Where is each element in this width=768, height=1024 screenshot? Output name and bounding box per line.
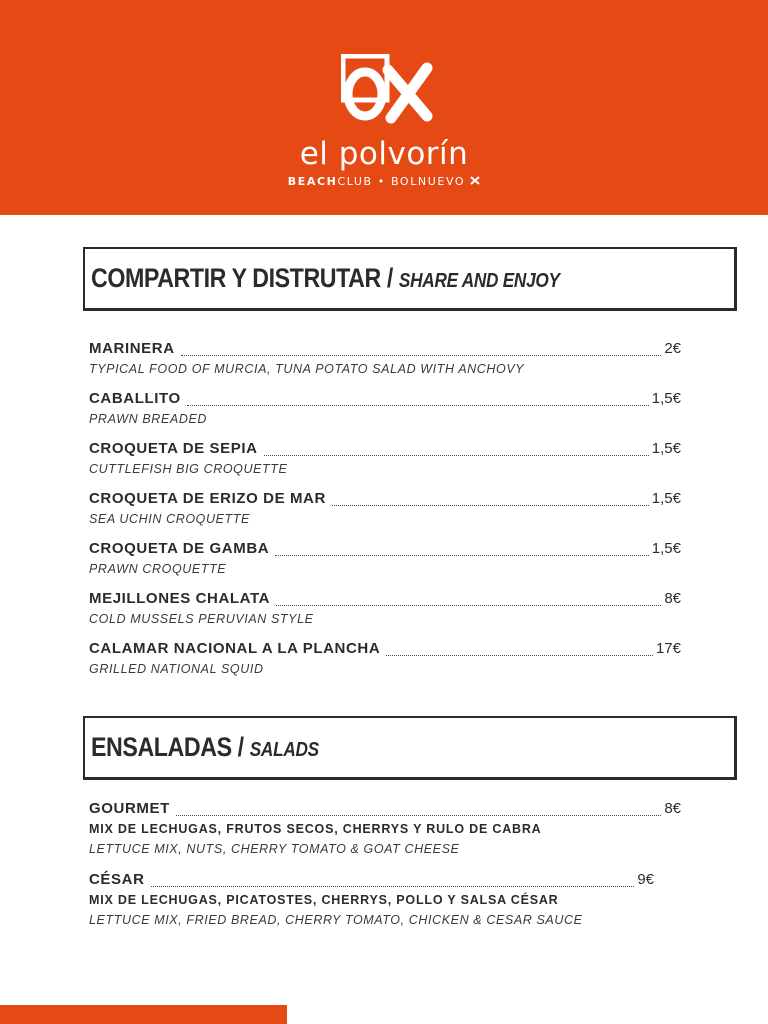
section-title-es: ENSALADAS / [91,732,244,762]
menu-item [89,340,681,382]
menu-item [89,590,681,632]
item-name: MEJILLONES CHALATA [89,590,271,607]
item-description-es: MIX DE LECHUGAS, FRUTOS SECOS, CHERRYS Y RULO DE CABRA [89,822,542,836]
item-description: LETTUCE MIX, NUTS, CHERRY TOMATO & GOAT CHEESE [89,842,460,856]
menu-item [89,440,681,482]
item-price: 1,5€ [651,390,681,407]
item-name: CROQUETA DE GAMBA [89,540,270,557]
item-description: TYPICAL FOOD OF MURCIA, TUNA POTATO SALAD WITH ANCHOVY [89,362,525,376]
section-title [91,732,319,763]
section-title [91,263,560,294]
item-description-es: MIX DE LECHUGAS, PICATOSTES, CHERRYS, POLLO Y SALSA CÉSAR [89,893,559,907]
item-price: 2€ [664,340,681,357]
dot-leader [187,405,649,406]
item-description: PRAWN BREADED [89,412,208,426]
item-description: LETTUCE MIX, FRIED BREAD, CHERRY TOMATO, CHICKEN & CESAR SAUCE [89,913,583,927]
dot-leader [176,815,661,816]
dot-leader [181,355,662,356]
dot-leader [151,886,635,887]
item-name: GOURMET [89,800,170,817]
menu-item [89,640,681,682]
section-title-es: COMPARTIR Y DISTRUTAR / [91,263,393,293]
item-description: GRILLED NATIONAL SQUID [89,662,264,676]
menu-item [89,390,681,432]
header-banner [0,0,768,215]
item-name: CABALLITO [89,390,181,407]
item-name: CÉSAR [89,871,145,888]
item-name: MARINERA [89,340,175,357]
dot-leader [276,605,661,606]
dot-leader [275,555,649,556]
dot-leader [264,455,649,456]
section-title-en: SALADS [249,739,319,761]
item-price: 8€ [664,800,681,817]
section-title-en: SHARE AND ENJOY [398,270,560,292]
brand-name: el polvorín [299,136,469,172]
menu-item [89,800,681,862]
dot-leader [386,655,653,656]
brand-tagline-rest: CLUB • BOLNUEVO [337,175,466,188]
item-price: 1,5€ [651,540,681,557]
ox-logo-icon [341,54,433,124]
item-description: CUTTLEFISH BIG CROQUETTE [89,462,288,476]
item-price: 1,5€ [651,490,681,507]
brand-tagline [0,175,768,188]
item-name: CALAMAR NACIONAL A LA PLANCHA [89,640,381,657]
menu-item [89,540,681,582]
item-price: 1,5€ [651,440,681,457]
item-price: 8€ [664,590,681,607]
item-name: CROQUETA DE ERIZO DE MAR [89,490,326,507]
item-price: 9€ [637,871,654,888]
menu-item [89,871,681,933]
x-mark-icon [470,176,480,185]
dot-leader [332,505,649,506]
item-name: CROQUETA DE SEPIA [89,440,258,457]
brand-tagline-bold: BEACH [287,175,338,188]
item-description: PRAWN CROQUETTE [89,562,227,576]
menu-item [89,490,681,532]
footer-accent-bar [0,1005,287,1024]
section-header-salads [83,716,737,780]
item-price: 17€ [655,640,681,657]
item-description: COLD MUSSELS PERUVIAN STYLE [89,612,314,626]
item-description: SEA UCHIN CROQUETTE [89,512,250,526]
section-header-share [83,247,737,311]
